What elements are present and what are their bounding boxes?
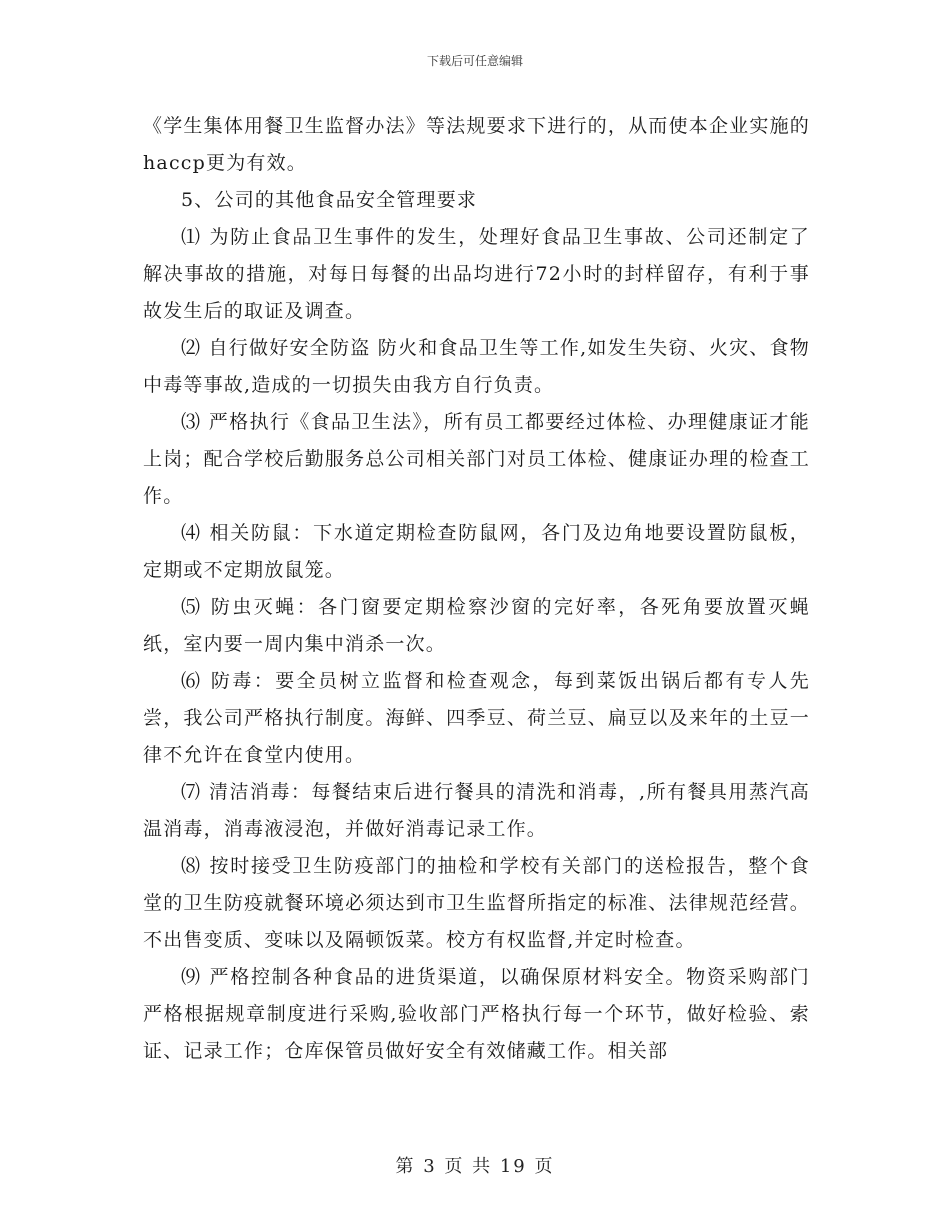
section-heading: 5、公司的其他食品安全管理要求: [181, 189, 478, 211]
page-footer: 第 3 页 共 19 页: [395, 1156, 555, 1177]
paragraph: ⑵ 自行做好安全防盗 防火和食品卫生等工作,如发生失窃、火灾、食物中毒等事故,造成的一切损失由我方自行负责。: [143, 337, 810, 396]
paragraph: ⑻ 按时接受卫生防疫部门的抽检和学校有关部门的送检报告，整个食堂的卫生防疫就餐环境必须达到市卫生监督所指定的标准、法律规范经营。不出售变质、变味以及隔顿饭菜。校方有权监督,并定时检查。: [143, 855, 810, 951]
document-body: [143, 108, 810, 1070]
paragraph: ⑺ 清洁消毒：每餐结束后进行餐具的清洗和消毒，,所有餐具用蒸汽高温消毒，消毒液浸泡，并做好消毒记录工作。: [143, 781, 810, 840]
page-header: 下载后可任意编辑: [426, 54, 523, 68]
paragraph: ⑷ 相关防鼠：下水道定期检查防鼠网，各门及边角地要设置防鼠板，定期或不定期放鼠笼。: [143, 522, 810, 581]
paragraph: ⑶ 严格执行《食品卫生法》，所有员工都要经过体检、办理健康证才能上岗；配合学校后勤服务总公司相关部门对员工体检、健康证办理的检查工作。: [143, 411, 810, 507]
paragraph: ⑸ 防虫灭蝇：各门窗要定期检察沙窗的完好率，各死角要放置灭蝇纸，室内要一周内集中消杀一次。: [143, 596, 810, 655]
paragraph: ⑼ 严格控制各种食品的进货渠道，以确保原材料安全。物资采购部门严格根据规章制度进行采购,验收部门严格执行每一个环节，做好检验、索证、记录工作；仓库保管员做好安全有效储藏工作。相关部: [143, 966, 810, 1062]
paragraph: ⑹ 防毒：要全员树立监督和检查观念，每到菜饭出锅后都有专人先尝，我公司严格执行制度。海鲜、四季豆、荷兰豆、扁豆以及来年的土豆一律不允许在食堂内使用。: [143, 670, 810, 766]
paragraph: 《学生集体用餐卫生监督办法》等法规要求下进行的，从而使本企业实施的haccp更为有效。: [143, 115, 810, 174]
paragraph: ⑴ 为防止食品卫生事件的发生，处理好食品卫生事故、公司还制定了解决事故的措施，对每日每餐的出品均进行72小时的封样留存，有利于事故发生后的取证及调查。: [143, 226, 810, 322]
